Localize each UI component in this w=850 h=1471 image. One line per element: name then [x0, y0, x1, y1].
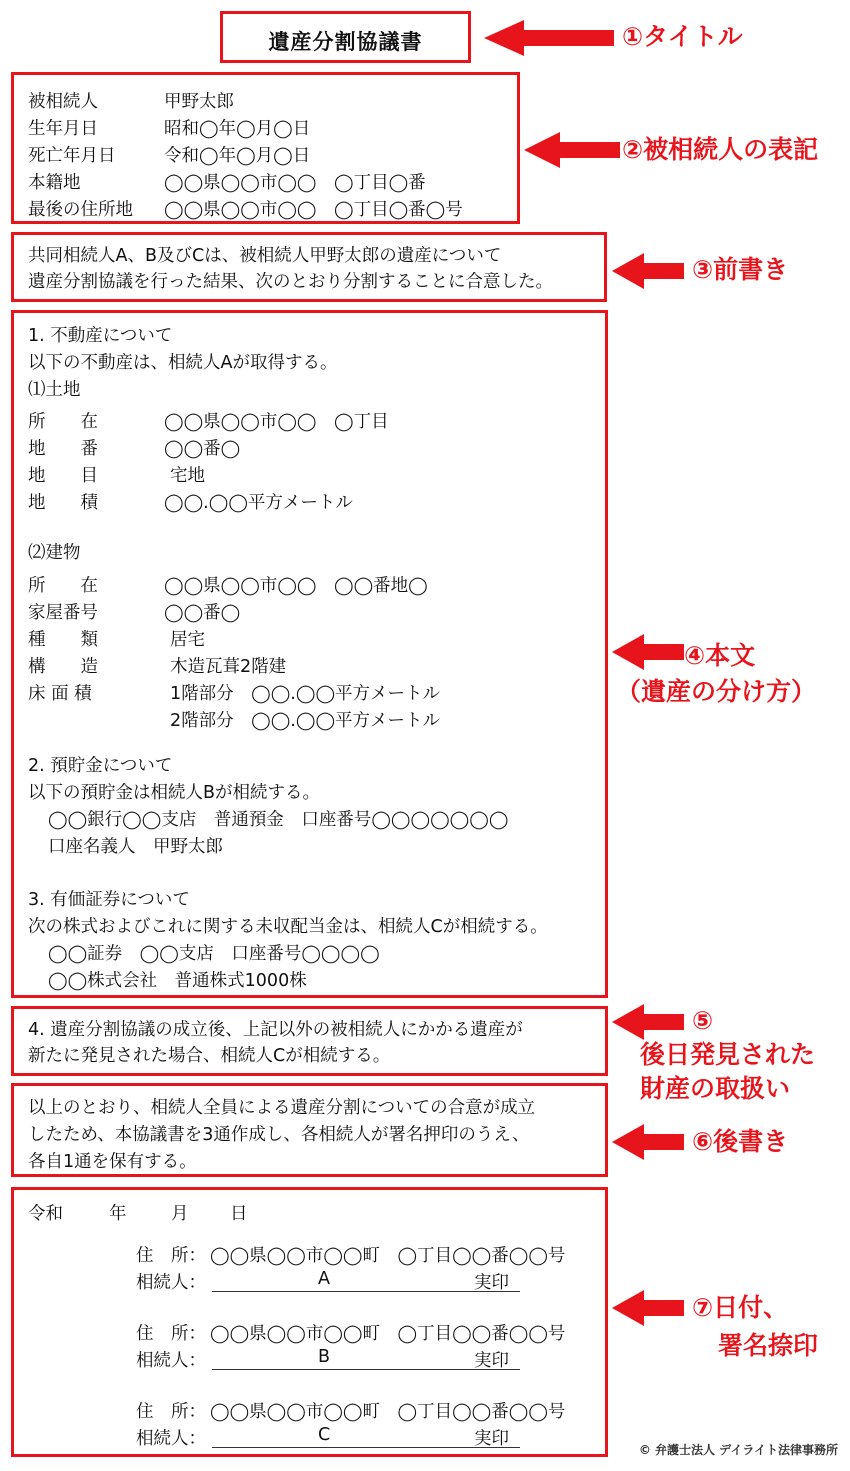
decedent-label: 死亡年月日 — [28, 146, 116, 166]
decedent-value: 甲野太郎 — [164, 92, 234, 112]
address-label: 住 所： — [136, 1324, 206, 1344]
property-label: 種 類 — [28, 630, 98, 650]
seal-label: 実印 — [474, 1273, 509, 1293]
arrow-left-icon — [612, 634, 684, 670]
property-value: ◯◯番◯ — [164, 603, 241, 623]
property-label: 地 積 — [28, 493, 98, 513]
securities-account-line: ◯◯証券 ◯◯支店 口座番号◯◯◯◯ — [48, 944, 380, 964]
heir-name: C — [318, 1425, 331, 1445]
later-found-line: 新たに発見された場合、相続人Cが相続する。 — [28, 1046, 391, 1066]
annotation-later-found-num: ⑤ — [692, 1006, 714, 1035]
document-title: 遺産分割協議書 — [268, 30, 423, 54]
property-value: 1階部分 ◯◯.◯◯平方メートル — [170, 684, 441, 704]
decedent-label: 生年月日 — [28, 119, 98, 139]
heir-label: 相続人： — [136, 1351, 206, 1371]
heir-address: ◯◯県◯◯市◯◯町 ◯丁目◯◯番◯◯号 — [210, 1402, 566, 1422]
arrow-left-icon — [612, 1004, 684, 1040]
title-box — [220, 11, 471, 63]
heir-name: B — [318, 1347, 331, 1367]
annotation-signature-sub: 署名捺印 — [718, 1331, 819, 1360]
seal-label: 実印 — [474, 1429, 509, 1449]
property-value: 宅地 — [170, 466, 205, 486]
heir-label: 相続人： — [136, 1429, 206, 1449]
postscript-box — [11, 1083, 608, 1177]
copyright: © 弁護士法人 デイライト法律事務所 — [638, 1443, 838, 1457]
property-value: ◯◯番◯ — [164, 439, 241, 459]
annotation-body: ④本文 — [684, 641, 756, 670]
address-label: 住 所： — [136, 1246, 206, 1266]
property-label: 地 目 — [28, 466, 98, 486]
date-day: 日 — [230, 1204, 248, 1224]
section-heading: 1. 不動産について — [28, 326, 173, 346]
postscript-line: 以上のとおり、相続人全員による遺産分割についての合意が成立 — [28, 1098, 536, 1118]
decedent-value: ◯◯県◯◯市◯◯ ◯丁目◯番◯号 — [164, 200, 463, 220]
property-value: 居宅 — [170, 630, 205, 650]
section-heading: 3. 有価証券について — [28, 890, 190, 910]
body-box — [11, 310, 608, 998]
arrow-left-icon — [524, 132, 620, 168]
decedent-label: 本籍地 — [28, 173, 81, 193]
decedent-value: 令和◯年◯月◯日 — [164, 146, 311, 166]
date-era: 令和 — [28, 1204, 63, 1224]
bank-account-line: ◯◯銀行◯◯支店 普通預金 口座番号◯◯◯◯◯◯◯ — [48, 810, 509, 830]
decedent-label: 被相続人 — [28, 92, 98, 112]
annotation-later-found-sub: 財産の取扱い — [640, 1074, 791, 1103]
section-intro: 次の株式およびこれに関する未収配当金は、相続人Cが相続する。 — [28, 917, 548, 937]
section-intro: 以下の預貯金は相続人Bが相続する。 — [28, 783, 321, 803]
property-label: 床 面 積 — [28, 684, 92, 704]
heir-address: ◯◯県◯◯市◯◯町 ◯丁目◯◯番◯◯号 — [210, 1324, 566, 1344]
postscript-line: したため、本協議書を3通作成し、各相続人が署名押印のうえ、 — [28, 1125, 530, 1145]
heir-name: A — [318, 1269, 330, 1289]
signature-box — [11, 1187, 608, 1457]
arrow-left-icon — [612, 1290, 684, 1326]
decedent-value: 昭和◯年◯月◯日 — [164, 119, 311, 139]
annotation-body-sub: （遺産の分け方） — [616, 677, 817, 706]
date-year: 年 — [109, 1204, 127, 1224]
arrow-left-icon — [484, 20, 614, 56]
property-value: ◯◯県◯◯市◯◯ ◯丁目 — [164, 412, 389, 432]
property-value: ◯◯県◯◯市◯◯ ◯◯番地◯ — [164, 576, 428, 596]
annotation-later-found: 後日発見された — [640, 1040, 816, 1069]
signature-line — [212, 1447, 520, 1448]
subsection-heading: ⑵建物 — [28, 543, 81, 563]
subsection-heading: ⑴土地 — [28, 380, 81, 400]
property-label: 構 造 — [28, 657, 98, 677]
address-label: 住 所： — [136, 1402, 206, 1422]
property-value: 木造瓦葺2階建 — [170, 657, 287, 677]
heir-label: 相続人： — [136, 1273, 206, 1293]
section-intro: 以下の不動産は、相続人Aが取得する。 — [28, 353, 338, 373]
later-found-box — [11, 1006, 608, 1076]
property-value: 2階部分 ◯◯.◯◯平方メートル — [170, 711, 441, 731]
stock-line: ◯◯株式会社 普通株式1000株 — [48, 971, 307, 991]
property-label: 地 番 — [28, 439, 98, 459]
property-value: ◯◯.◯◯平方メートル — [164, 493, 353, 513]
postscript-line: 各自1通を保有する。 — [28, 1152, 197, 1172]
later-found-line: 4. 遺産分割協議の成立後、上記以外の被相続人にかかる遺産が — [28, 1020, 523, 1040]
property-label: 所 在 — [28, 412, 98, 432]
preface-line: 共同相続人A、B及びCは、被相続人甲野太郎の遺産について — [28, 246, 502, 266]
seal-label: 実印 — [474, 1351, 509, 1371]
annotation-decedent: ②被相続人の表記 — [622, 135, 819, 164]
decedent-box — [11, 72, 520, 224]
preface-line: 遺産分割協議を行った結果、次のとおり分割することに合意した。 — [28, 272, 553, 292]
bank-account-holder: 口座名義人 甲野太郎 — [48, 837, 223, 857]
annotation-postscript: ⑥後書き — [692, 1127, 789, 1156]
date-month: 月 — [171, 1204, 189, 1224]
preface-box — [11, 232, 607, 302]
signature-line — [212, 1291, 520, 1292]
section-heading: 2. 預貯金について — [28, 756, 173, 776]
annotation-title: ①タイトル — [622, 22, 743, 51]
signature-line — [212, 1369, 520, 1370]
annotation-preface: ③前書き — [692, 255, 789, 284]
property-label: 家屋番号 — [28, 603, 98, 623]
annotation-signature: ⑦日付、 — [692, 1293, 789, 1322]
decedent-label: 最後の住所地 — [28, 200, 133, 220]
arrow-left-icon — [612, 253, 684, 289]
heir-address: ◯◯県◯◯市◯◯町 ◯丁目◯◯番◯◯号 — [210, 1246, 566, 1266]
arrow-left-icon — [612, 1124, 684, 1160]
property-label: 所 在 — [28, 576, 98, 596]
decedent-value: ◯◯県◯◯市◯◯ ◯丁目◯番 — [164, 173, 426, 193]
